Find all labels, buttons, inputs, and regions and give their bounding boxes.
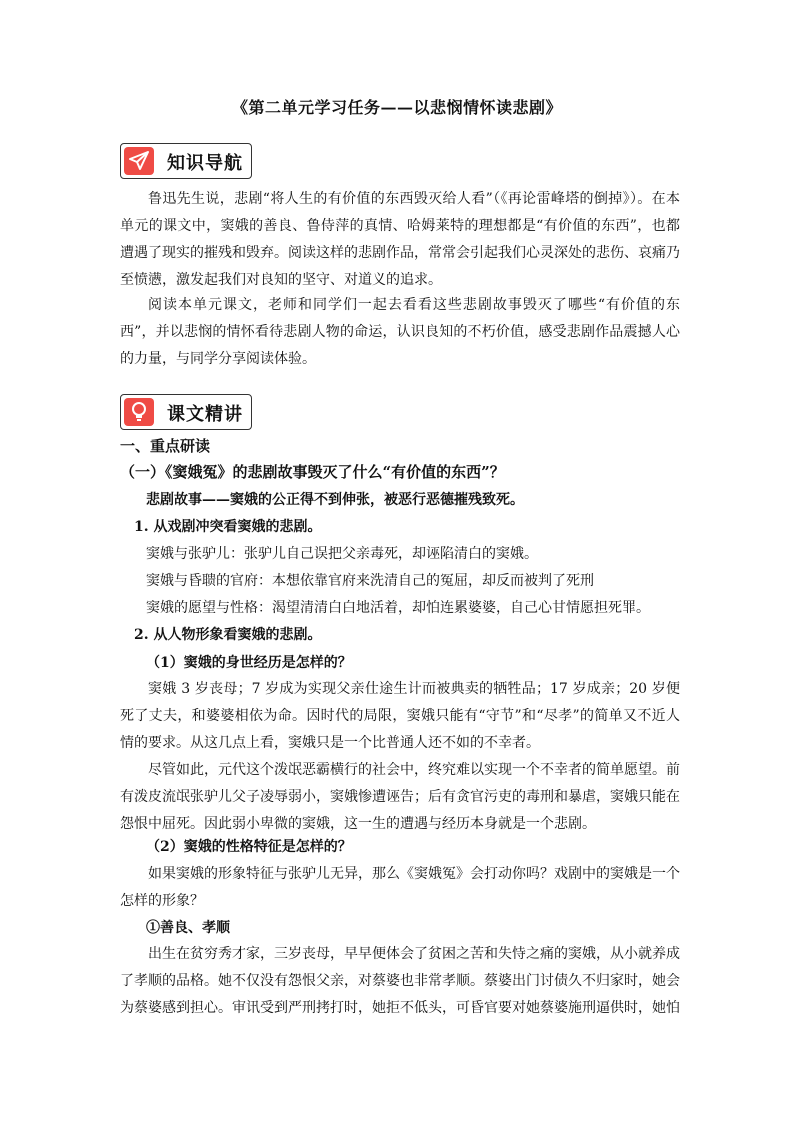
subheading-character: 2. 从人物形象看窦娥的悲剧。 <box>134 627 322 643</box>
trait-kind-filial: ①善良、孝顺 <box>146 920 230 936</box>
paragraph-background: 窦娥 3 岁丧母；7 岁成为实现父亲仕途生计而被典卖的牺牲品；17 岁成亲；20 岁便死了丈夫，和婆婆相依为命。因时代的局限，窦娥只能有“守节”和“尽孝”的简单又不近人情的要求。从这几点上看，窦娥只是一个比普通人还不如的不幸者。 <box>120 681 680 751</box>
question-background: （1）窦娥的身世经历是怎样的？ <box>146 655 352 671</box>
section-badge-lesson <box>120 394 252 430</box>
page-title: 《第二单元学习任务——以悲悯情怀读悲剧》 <box>231 98 562 117</box>
conflict-line-3: 窦娥的愿望与性格：渴望清清白白地活着，却怕连累婆婆，自己心甘情愿担死罪。 <box>146 600 650 616</box>
paper-plane-icon <box>124 147 154 175</box>
lightbulb-icon <box>124 398 154 426</box>
summary-line: 悲剧故事——窦娥的公正得不到伸张，被恶行恶德摧残致死。 <box>146 492 524 508</box>
section-label: 课文精讲 <box>167 404 243 425</box>
intro-paragraph-1: 鲁迅先生说，悲剧“将人生的有价值的东西毁灭给人看”（《再论雷峰塔的倒掉》）。在本单元的课文中，窦娥的善良、鲁侍萍的真情、哈姆莱特的理想都是“有价值的东西”，也都遭遇了现实的摧残和毁弃。阅读这样的悲剧作品，常常会引起我们心灵深处的悲伤、哀痛乃至愤懑，激发起我们对良知的坚守、对道义的追求。 <box>120 191 680 288</box>
section-label: 知识导航 <box>167 153 243 174</box>
paragraph-society: 尽管如此，元代这个泼氓恶霸横行的社会中，终究难以实现一个不幸者的简单愿望。前有泼皮流氓张驴儿父子凌辱弱小，窦娥惨遭诬告；后有贪官污吏的毒刑和暴虐，窦娥只能在怨恨中屈死。因此弱小卑微的窦娥，这一生的遭遇与经历本身就是一个悲剧。 <box>120 762 680 832</box>
section-badge-knowledge <box>120 143 252 179</box>
paragraph-question: 如果窦娥的形象特征与张驴儿无异，那么《窦娥冤》会打动你吗？戏剧中的窦娥是一个怎样的形象？ <box>120 866 680 909</box>
heading-key-reading: 一、重点研读 <box>120 437 211 455</box>
heading-question-1: （一）《窦娥冤》的悲剧故事毁灭了什么“有价值的东西”？ <box>120 463 505 481</box>
subheading-conflict: 1. 从戏剧冲突看窦娥的悲剧。 <box>134 519 322 535</box>
conflict-line-2: 窦娥与昏聩的官府：本想依靠官府来洗清自己的冤屈，却反而被判了死刑 <box>146 573 594 589</box>
paragraph-kindness: 出生在贫穷秀才家，三岁丧母，早早便体会了贫困之苦和失恃之痛的窦娥，从小就养成了孝顺的品格。她不仅没有怨恨父亲，对蔡婆也非常孝顺。蔡婆出门讨债久不归家时，她会为蔡婆感到担心。审讯受到严刑拷打时，她拒不低头，可昏官要对她蔡婆施刑逼供时，她怕 <box>120 946 680 1016</box>
conflict-line-1: 窦娥与张驴儿：张驴儿自己误把父亲毒死，却诬陷清白的窦娥。 <box>146 546 538 562</box>
question-personality: （2）窦娥的性格特征是怎样的？ <box>146 839 352 855</box>
intro-paragraph-2: 阅读本单元课文，老师和同学们一起去看看这些悲剧故事毁灭了哪些“有价值的东西”，并以悲悯的情怀看待悲剧人物的命运，认识良知的不朽价值，感受悲剧作品震撼人心的力量，与同学分享阅读体验。 <box>120 297 680 367</box>
